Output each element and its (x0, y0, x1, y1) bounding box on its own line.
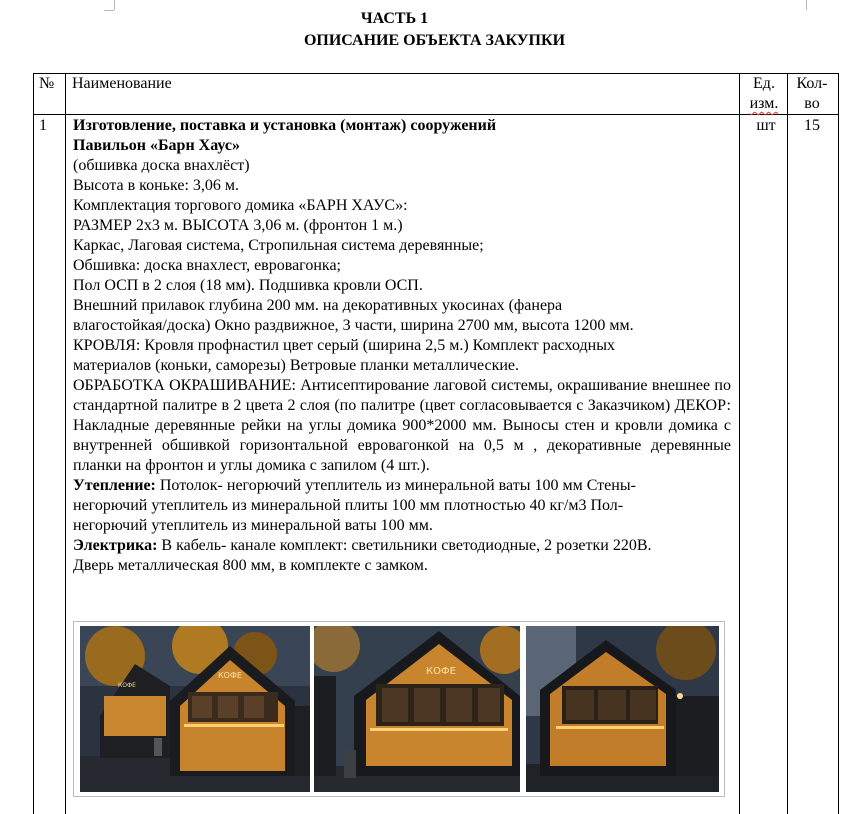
insulation-line1 (73, 476, 731, 496)
header-unit-line2: изм. (749, 95, 779, 112)
desc-line: (обшивка доска внахлёст) (73, 157, 250, 174)
table-col-divider (787, 73, 788, 814)
electric-line1 (73, 536, 731, 556)
table-col-divider (739, 73, 740, 814)
insulation-text: Потолок- негорючий утеплитель из минеральной ваты 100 мм Стены- (155, 477, 636, 494)
header-number: № (39, 75, 55, 92)
desc-line: материалов (коньки, саморезы) Ветровые планки металлические. (73, 357, 520, 374)
desc-line: КРОВЛЯ: Кровля профнастил цвет серый (ширина 2,5 м.) Комплект расходных (73, 337, 615, 354)
part-heading: ЧАСТЬ 1 (360, 10, 429, 27)
desc-line: РАЗМЕР 2х3 м. ВЫСОТА 3,06 м. (фронтон 1 м.) (73, 217, 403, 234)
electric-line2: Дверь металлическая 800 мм, в комплекте с замком. (73, 557, 428, 574)
section-heading: ОПИСАНИЕ ОБЪЕКТА ЗАКУПКИ (303, 32, 566, 49)
sign-text: КОФЕ (426, 666, 456, 677)
row-number: 1 (39, 117, 47, 134)
table-header-divider (33, 114, 839, 115)
pavilion-photos (73, 621, 725, 797)
desc-line: влагостойкая/доска) Окно раздвижное, 3 части, ширина 2700 мм, высота 1200 мм. (73, 317, 634, 334)
pavilion-photo-3 (526, 626, 719, 792)
pavilion-photo-2 (314, 626, 520, 792)
table-border-left (33, 73, 34, 814)
insulation-line3: негорючий утеплитель из минеральной ваты 100 мм. (73, 517, 433, 534)
sign-text: КОФЕ (218, 671, 242, 680)
pavilion-photo-1 (80, 626, 310, 792)
table-col-divider (65, 73, 66, 814)
item-title-line2: Павильон «Барн Хаус» (73, 137, 241, 154)
desc-line: Комплектация торгового домика «БАРН ХАУС»: (73, 197, 408, 214)
header-quantity (790, 74, 834, 114)
insulation-label: Утепление: (73, 477, 156, 494)
desc-line: Каркас, Лаговая система, Стропильная система деревянные; (73, 237, 484, 254)
table-border-right (838, 73, 839, 814)
desc-line: Высота в коньке: 3,06 м. (73, 177, 240, 194)
desc-line: Обшивка: доска внахлест, евровагонка; (73, 257, 341, 274)
row-unit: шт (756, 117, 776, 134)
item-title-line1: Изготовление, поставка и установка (монтаж) сооружений (73, 117, 497, 134)
electric-text: В кабель- канале комплект: светильники светодиодные, 2 розетки 220В. (157, 537, 652, 554)
desc-line: Внешний прилавок глубина 200 мм. на декоративных укосинах (фанера (73, 297, 563, 314)
sign-text-small: КОФЕ (118, 682, 136, 689)
header-qty-line1: Кол- (796, 75, 828, 92)
row-quantity: 15 (804, 117, 820, 134)
item-description (73, 116, 731, 576)
electric-label: Электрика: (73, 537, 158, 554)
desc-line: Пол ОСП в 2 слоя (18 мм). Подшивка кровли ОСП. (73, 277, 423, 294)
procurement-table (33, 73, 839, 814)
header-unit (746, 74, 782, 114)
header-name: Наименование (72, 75, 172, 92)
insulation-line2: негорючий утеплитель из минеральной плиты 100 мм плотностью 40 кг/м3 Пол- (73, 497, 624, 514)
header-qty-line2: во (804, 95, 820, 112)
processing-paragraph: ОБРАБОТКА ОКРАШИВАНИЕ: Антисептирование лаговой системы, окрашивание внешнее по стандартной палитре в 2 цвета 2 слоя (по палитре (цвет согласовывается с Заказчиком) ДЕКОР: Накладные деревянные рейки на углы домика 900*2000 мм. Выносы стен и кровли домика с внутренней обшивкой горизонтальной евровагонкой на 0,5 м , декоративные деревянные планки на фронтон и углы домика с запилом (4 шт.). (73, 377, 731, 474)
header-unit-line1: Ед. (753, 75, 775, 92)
